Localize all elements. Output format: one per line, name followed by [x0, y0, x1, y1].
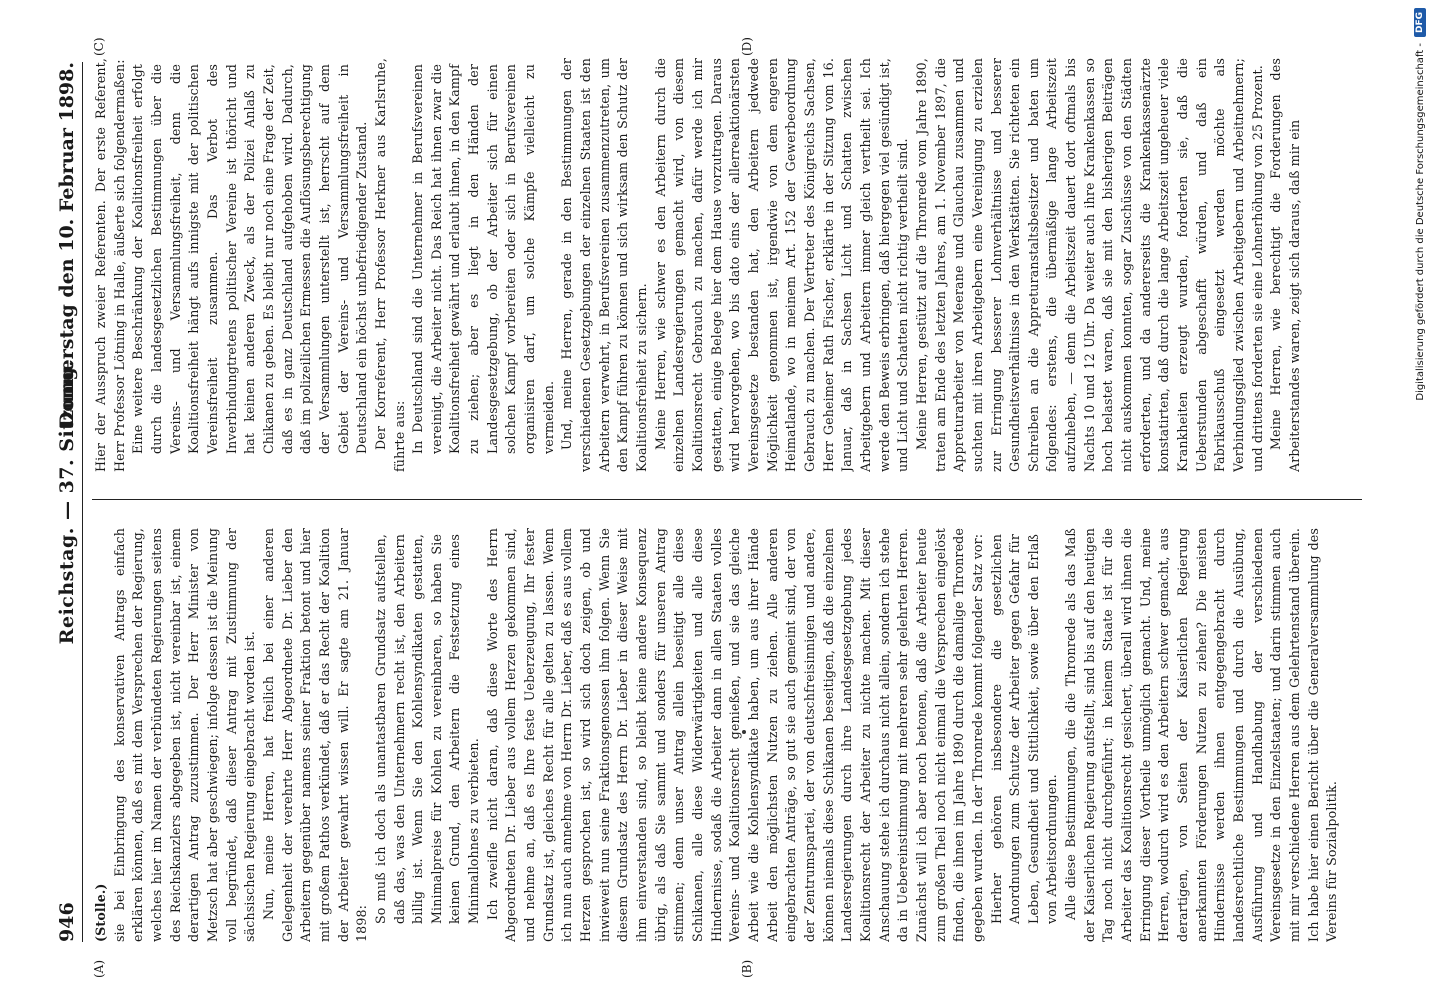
margin-marker-a: (A) — [92, 959, 106, 978]
session-title: Reichstag. — 37. Sitzung. — [56, 359, 78, 645]
paragraph: Meine Herren, wie berechtigt die Forderungen des Arbeiterstandes waren, zeigt sich daraus, daß mir ein — [1268, 58, 1302, 472]
page-header — [52, 62, 83, 942]
speaker-tag: (Stolle.) — [93, 883, 108, 942]
margin-marker-b: (B) — [740, 959, 754, 978]
paragraph: sie bei Einbringung des konservativen Antrags einfach erklären können, daß es mit dem Versprechen der Regierung, welches hier im Namen der verbündeten Regierungen seitens des Reichskanzlers abgegeben ist, nicht vereinbar ist, einem derartigen Antrag zuzustimmen. Der Herr Minister von Metzsch hat aber geschwiegen; infolge dessen ist die Meinung voll begründet, daß dieser Antrag mit Zustimmung der sächsischen Regierung eingebracht worden ist. — [111, 528, 258, 942]
paragraph: Meine Herren, gestützt auf die Thronrede vom Jahre 1890, traten am Ende des letzten Jahres, am 1. November 1897, die Appreturarbeiter von Meerane und Glauchau zusammen und suchten mit ihren Arbeitgebern eine Vereinigung zu erzielen zur Erringung besserer Lohnverhältnisse und besserer Gesundheitsverhältnisse in den Werkstätten. Sie richteten ein Schreiben an die Appreturanstaltsbesitzer und baten um folgendes: erstens, die übermäßige lange Arbeitszeit aufzuheben, — denn die Arbeitszeit dauert dort oftmals bis Nachts 10 und 12 Uhr. Da weiter auch ihre Krankenkassen so hoch belastet waren, daß sie mit den bisherigen Beiträgen nicht auskommen konnten, sogar Zuschüsse von den Städten erforderten, und da andererseits die Krankenkassenärzte konstatirten, daß durch die lange Arbeitszeit ungeheuer viele Krankheiten erzeugt wurden, forderten sie, daß die Ueberstunden abgeschafft würden, und daß ein Fabrikausschuß eingesetzt werden möchte als Verbindungsglied zwischen Arbeitgebern und Arbeitnehmern; und drittens forderten sie eine Lohnerhöhung von 25 Prozent. — [913, 58, 1265, 472]
right-column — [92, 58, 1354, 472]
quoted-paragraph: In Deutschland sind die Unternehmer in Berufsvereinen vereinigt, die Arbeiter nicht. Das Reich hat ihnen zwar die Koalitionsfreiheit gewährt und erlaubt ihnen, in den Kampf zu ziehen; aber es liegt in den Händen der Landesgesetzgebung, ob der Arbeiter sich für einen solchen Kampf vorbereiten oder sich in Berufsvereinen organisiren darf, um solche Kämpfe vielleicht zu vermeiden. — [410, 64, 556, 454]
paragraph: Nun, meine Herren, hat freilich bei einer anderen Gelegenheit der verehrte Herr Abgeordnete Dr. Lieber den Arbeitern gegenüber namens seiner Fraktion betont und hier mit großem Pathos verkündet, daß er das Recht der Koalition der Arbeiter gewahrt wissen will. Er sagte am 21. Januar 1898: — [260, 528, 370, 942]
session-date: Donnerstag den 10. Februar 1898. — [56, 62, 78, 429]
quoted-paragraph: Eine weitere Beschränkung der Koalitionsfreiheit erfolgt durch die landesgesetzlichen Bestimmungen über die Vereins- und Versammlungsfreiheit, denn die Koalitionsfreiheit hängt aufs innigste mit der politischen Vereinsfreiheit zusammen. Das Verbot des Inverbindungtretens politischer Vereine ist thöricht und hat keinen anderen Zweck, als der Polizei Anlaß zu Chikanen zu geben. Es bleibt nur noch eine Frage der Zeit, daß es in ganz Deutschland aufgehoben wird. Dadurch, daß im polizeilichen Ermessen die Auflösungsberechtigung der Versammlungen unterstellt ist, herrscht auf dem Gebiet der Vereins- und Versammlungsfreiheit in Deutschland ein höchst unbefriedigender Zustand. — [130, 64, 370, 454]
page-number: 946 — [56, 902, 78, 942]
column-divider — [92, 499, 1362, 500]
left-column — [92, 528, 1354, 942]
paragraph: Und, meine Herren, gerade in den Bestimmungen der verschiedenen Gesetzgebungen der einzelnen Staaten ist den Arbeitern verwehrt, in Berufsvereinen zusammenzutreten, um den Kampf führen zu können und sich wirksam den Schutz der Koalitionsfreiheit zu sichern. — [559, 58, 650, 472]
quoted-paragraph: So muß ich doch als unantastbaren Grundsatz aufstellen, daß das, was den Unternehmern recht ist, den Arbeitern billig ist. Wenn Sie den Kohlensyndikaten gestatten, Minimalpreise für Kohlen zu vereinbaren, so haben Sie keinen Grund, den Arbeitern die Festsetzung eines Minimallohnes zu verbieten. — [372, 534, 482, 924]
digitization-credit — [1409, 8, 1431, 992]
paragraph: Hier der Ausspruch zweier Referenten. Der erste Referent, Herr Professor Lötning in Halle, äußerte sich folgendermaßen: — [93, 58, 127, 472]
credit-text: Digitalisierung gefördert durch die Deutsche Forschungsgemeinschaft - — [1414, 43, 1426, 401]
paragraph: Alle diese Bestimmungen, die die Thronrede als das Maß der Kaiserlichen Regierung aufstellt, sind bis auf den heutigen Tag noch nicht durchgeführt; in keinem Staate ist für die Arbeiter das Koalitionsrecht gesichert, überall wird ihnen die Erringung dieser Vortheile unmöglich gemacht. Und, meine Herren, wodurch wird es den Arbeitern schwer gemacht, aus derartigen, von Seiten der Kaiserlichen Regierung anerkannten Förderungen Nutzen zu ziehen? Die meisten Hindernisse werden ihnen entgegengebracht durch landesrechtliche Bestimmungen und durch die Ausübung, Ausführung und Handhabung der verschiedenen Vereinsgesetze in den Einzelstaaten; und darin stimmen auch mit mir verschiedene Herren aus dem Gelehrtenstand überein. Ich habe hier einen Bericht über die Generalversammlung des Vereins für Sozialpolitik. — [1063, 528, 1340, 942]
ink-speck — [742, 730, 746, 734]
paragraph: Meine Herren, wie schwer es den Arbeitern durch die einzelnen Landesregierungen gemacht wird, von diesem Koalitionsrecht Gebrauch zu machen, dafür werde ich mir gestatten, einige Belege hier dem Hause vorzutragen. Daraus wird hervorgehen, wo bis dato eins der allerreaktionärsten Vereinsgesetze bestanden hat, den Arbeitern jedwede Möglichkeit genommen ist, irgendwie von dem engeren Heimatlande, wo in meinem Art. 152 der Gewerbeordnung Gebrauch zu machen. Der Vertreter des Königreichs Sachsen, Herr Geheimer Rath Fischer, erklärte in der Sitzung vom 16. Januar, daß in Sachsen Licht und Schatten zwischen Arbeitgebern und Arbeitern immer gleich vertheilt sei. Ich werde den Beweis erbringen, daß hiergegen viel gesündigt ist, und Licht und Schatten nicht richtig vertheilt sind. — [652, 58, 911, 472]
dfg-logo: DFG — [1414, 8, 1426, 37]
paragraph: Ich zweifle nicht daran, daß diese Worte des Herrn Abgeordneten Dr. Lieber aus vollem Herzen gekommen sind, und nehme an, daß es Ihre feste Ueberzeugung, Ihr fester Grundsatz ist, gleiches Recht für alle gelten zu lassen. Wenn ich nun auch annehme von Herrn Dr. Lieber, daß es aus vollem Herzen gesprochen ist, so wird sich doch zeigen, ob und inwieweit nun seine Fraktionsgenossen ihm folgen. Wenn Sie diesem Grundsatz des Herrn Dr. Lieber in dieser Weise mit ihm einverstanden sind, so bleibt keine andere Konsequenz übrig, als daß Sie sammt und sonders für unseren Antrag stimmen; denn unser Antrag allein beseitigt alle diese Schikanen, alle diese Widerwärtigkeiten und alle diese Hindernisse, sodaß die Arbeiter dann in allen Staaten volles Vereins- und Koalitionsrecht genießen, und sie das gleiche Arbeit wie die Kohlensyndikate haben, um aus ihrer Hände Arbeit den möglichsten Nutzen zu ziehen. Alle anderen eingebrachten Anträge, so gut sie auch gemeint sind, der von der Zentrumspartei, der von deutschfreisinnigen und andere, können niemals diese Schikanen beseitigen, daß die einzelnen Landesregierungen durch ihre Landesgesetzgebung jedes Koalitionsrecht der Arbeiter zu nichte machen. Mit dieser Anschauung stehe ich durchaus nicht allein, sondern ich stehe da in Uebereinstimmung mit mehreren sehr gelehrten Herren. Zunächst will ich aber noch betonen, daß die Arbeiter heute zum großen Theil noch nicht einmal die Versprechen eingelöst finden, die ihnen im Jahre 1890 durch die damalige Thronrede gegeben wurden. In der Thronrede kommt folgender Satz vor: — [484, 528, 985, 942]
margin-marker-d: (D) — [740, 37, 754, 56]
quoted-paragraph: Hierher gehören insbesondere die gesetzlichen Anordnungen zum Schutze der Arbeiter gegen Gefahr für Leben, Gesundheit und Sittlichkeit, sowie über den Erlaß von Arbeitsordnungen. — [988, 534, 1060, 924]
paragraph: Der Korreferent, Herr Professor Herkner aus Karlsruhe, führte aus: — [372, 58, 407, 472]
margin-marker-c: (C) — [92, 37, 106, 56]
